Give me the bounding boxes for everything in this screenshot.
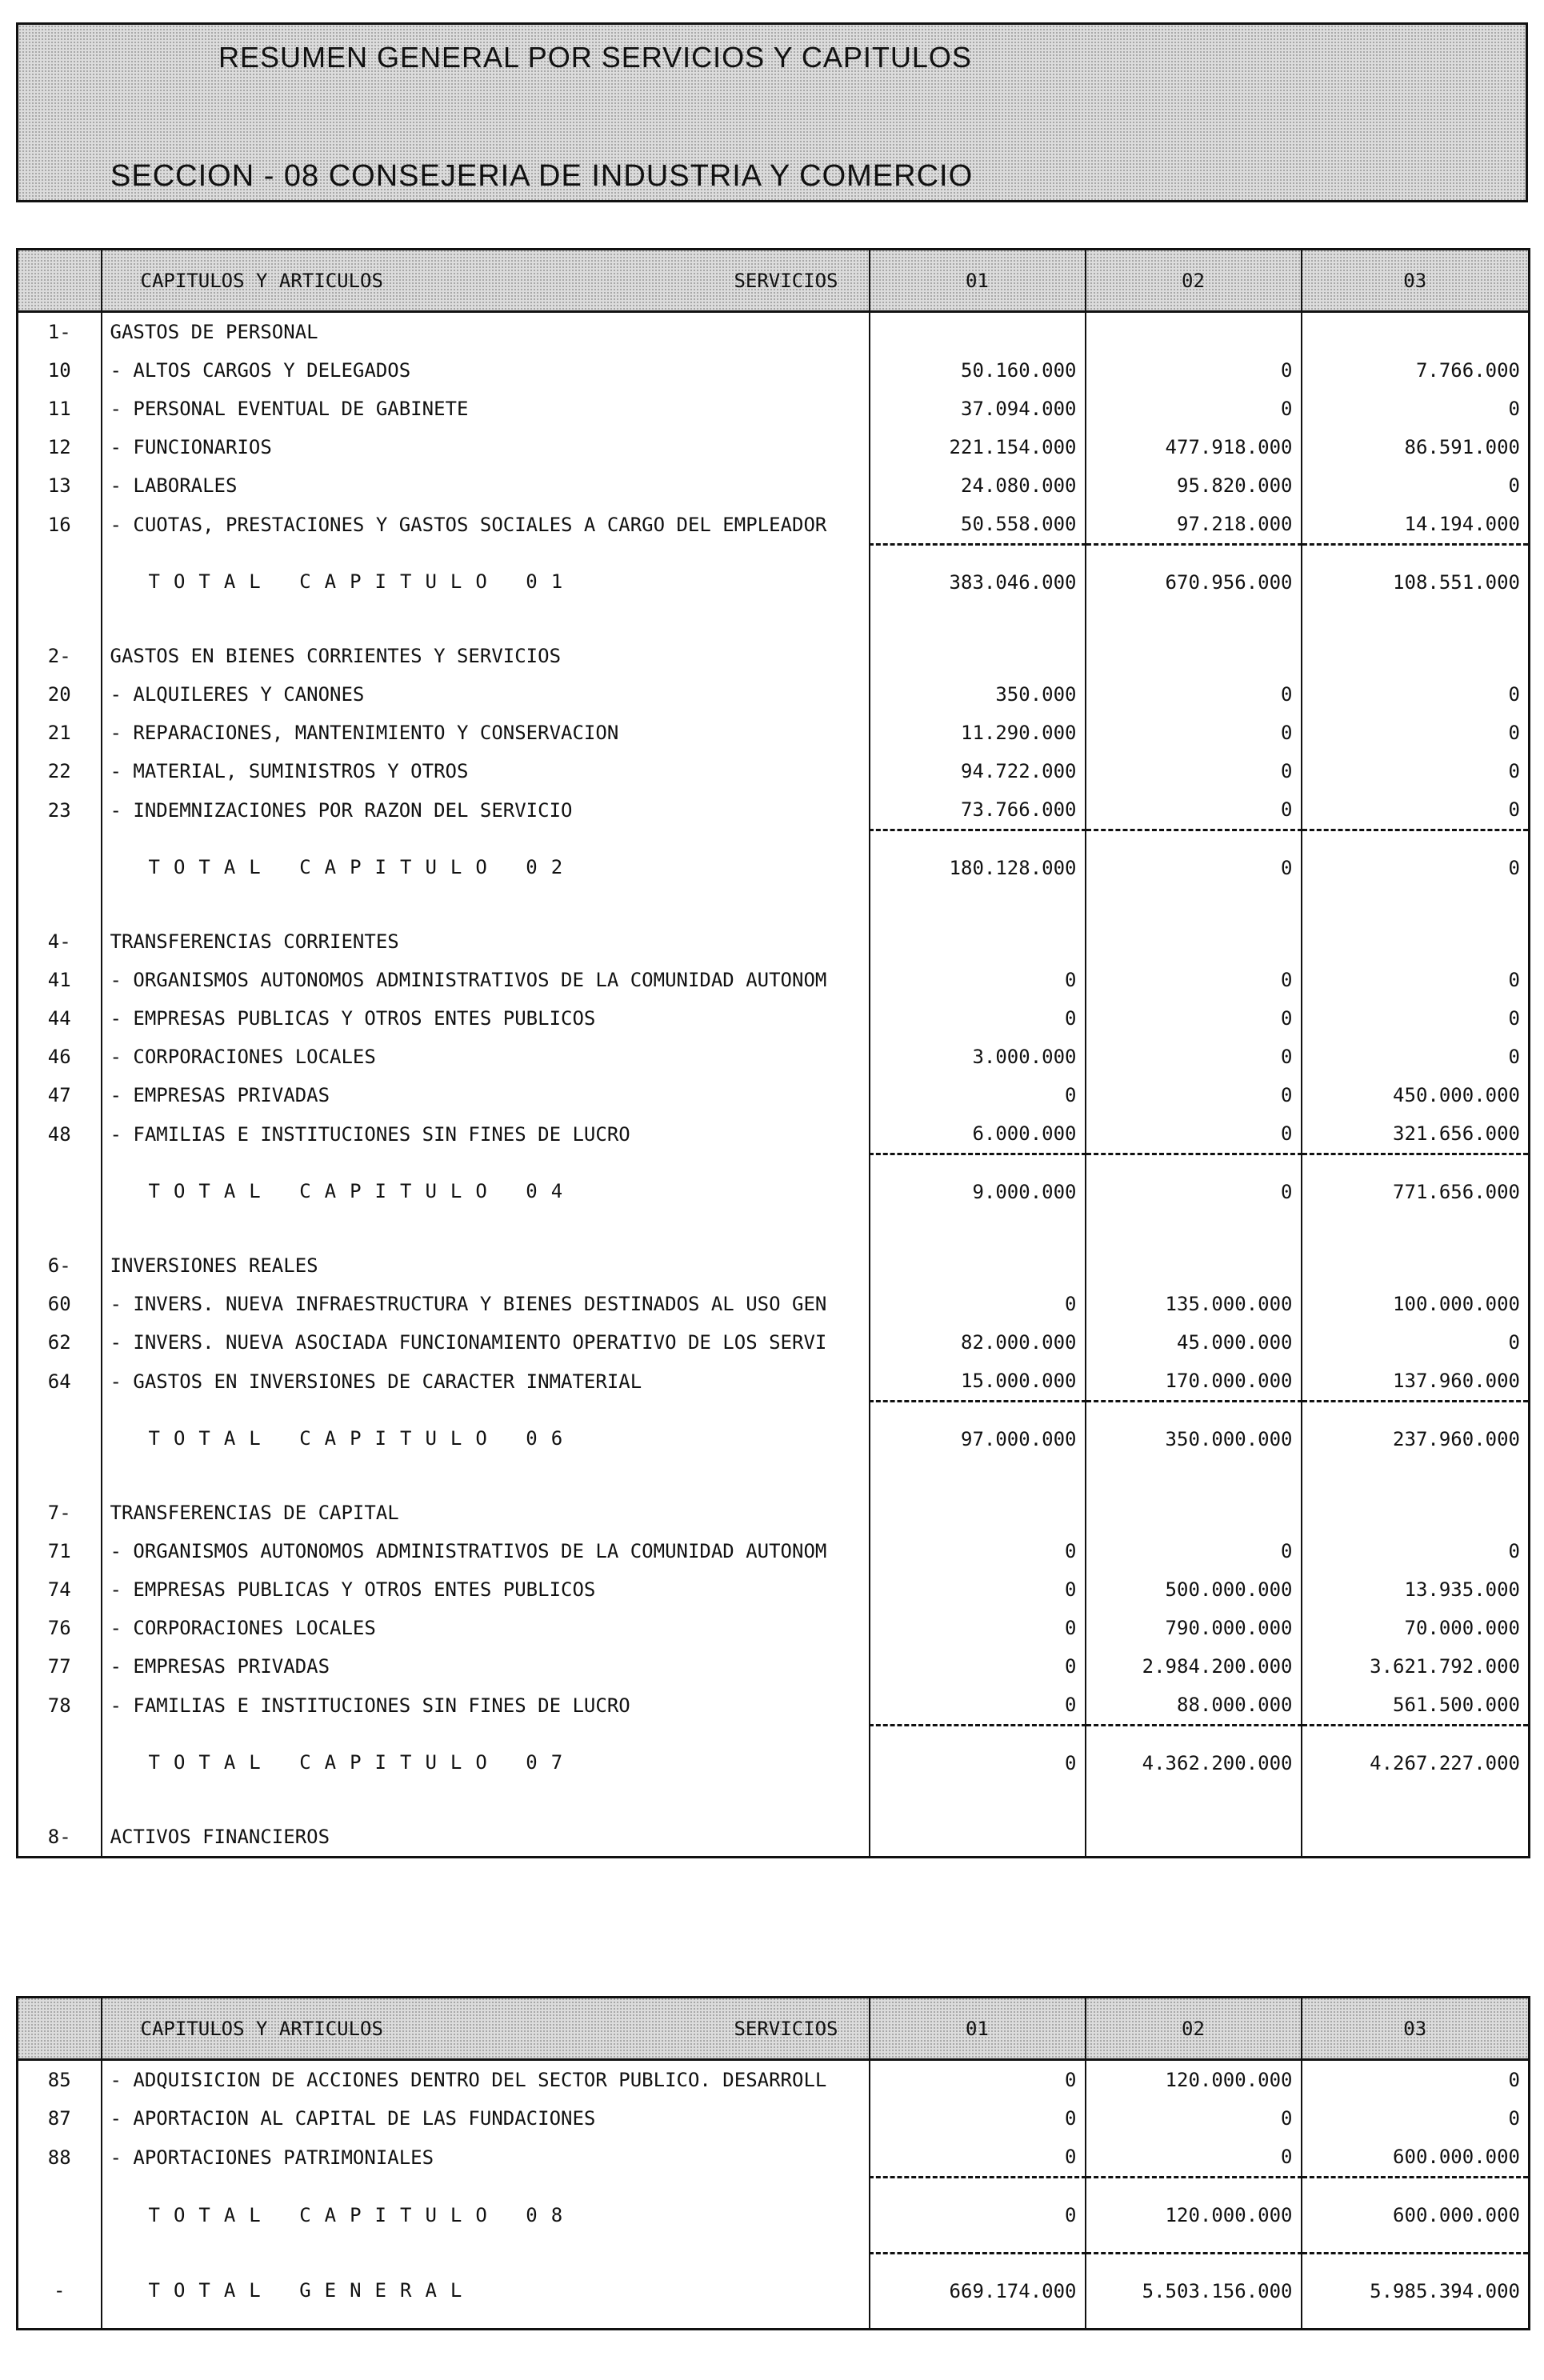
row-value-03: 450.000.000 bbox=[1393, 1084, 1520, 1106]
row-value-03: 0 bbox=[1508, 1540, 1520, 1562]
row-description: - CUOTAS, PRESTACIONES Y GASTOS SOCIALES A CARGO DEL EMPLEADOR bbox=[102, 505, 870, 545]
row-value-02: 0 bbox=[1086, 999, 1302, 1038]
table-row bbox=[18, 1494, 1530, 1532]
row-code bbox=[18, 1154, 102, 1230]
table-row bbox=[18, 466, 1530, 505]
row-description: - INVERS. NUEVA ASOCIADA FUNCIONAMIENTO OPERATIVO DE LOS SERVI bbox=[102, 1323, 870, 1362]
table-row bbox=[18, 1570, 1530, 1609]
row-value-02: 95.820.000 bbox=[1086, 466, 1302, 505]
table-row bbox=[18, 1038, 1530, 1076]
row-value-03 bbox=[1302, 1494, 1530, 1532]
row-code bbox=[18, 2178, 102, 2254]
row-value-02: 0 bbox=[1086, 1154, 1302, 1230]
row-value-02: 0 bbox=[1086, 1114, 1302, 1154]
header-capitulos: CAPITULOS Y ARTICULOS bbox=[140, 270, 383, 292]
row-value-01: 0 bbox=[870, 2099, 1086, 2138]
row-value-02: 88.000.000 bbox=[1086, 1686, 1302, 1726]
spacer-row bbox=[18, 1476, 1530, 1494]
row-code bbox=[18, 830, 102, 906]
row-value-02: 0 bbox=[1086, 2099, 1302, 2138]
row-code bbox=[18, 1402, 102, 1477]
row-value-01: 9.000.000 bbox=[870, 1154, 1086, 1230]
row-value-02: 790.000.000 bbox=[1086, 1609, 1302, 1647]
row-code: 85 bbox=[18, 2060, 102, 2100]
row-value-02: 0 bbox=[1086, 830, 1302, 906]
row-code: 20 bbox=[18, 675, 102, 714]
row-code: 23 bbox=[18, 790, 102, 830]
row-description: - APORTACION AL CAPITAL DE LAS FUNDACIONES bbox=[102, 2099, 870, 2138]
row-value-03: 600.000.000 bbox=[1393, 2146, 1520, 2168]
row-description: TOTAL CAPITULO 04 bbox=[102, 1154, 870, 1230]
row-description: TOTAL CAPITULO 07 bbox=[102, 1726, 870, 1801]
row-description: GASTOS EN BIENES CORRIENTES Y SERVICIOS bbox=[102, 637, 870, 675]
row-value-03: 0 bbox=[1508, 1046, 1520, 1068]
row-description: - ORGANISMOS AUTONOMOS ADMINISTRATIVOS DE LA COMUNIDAD AUTONOM bbox=[102, 961, 870, 999]
row-code bbox=[18, 1726, 102, 1801]
row-description: TOTAL GENERAL bbox=[102, 2254, 870, 2330]
row-code: 47 bbox=[18, 1076, 102, 1114]
row-description: - GASTOS EN INVERSIONES DE CARACTER INMATERIAL bbox=[102, 1362, 870, 1402]
row-value-02: 170.000.000 bbox=[1086, 1362, 1302, 1402]
spacer-row bbox=[18, 905, 1530, 922]
row-value-02 bbox=[1086, 1246, 1302, 1285]
table-row bbox=[18, 2060, 1530, 2100]
row-value-03: 3.621.792.000 bbox=[1370, 1655, 1520, 1678]
row-value-02 bbox=[1086, 312, 1302, 352]
row-code: 88 bbox=[18, 2138, 102, 2178]
row-value-03 bbox=[1302, 1246, 1530, 1285]
table-header-row bbox=[18, 1998, 1530, 2060]
row-value-01: 0 bbox=[870, 999, 1086, 1038]
row-value-02: 0 bbox=[1086, 390, 1302, 428]
row-value-01: 97.000.000 bbox=[870, 1402, 1086, 1477]
table-row bbox=[18, 637, 1530, 675]
row-value-03: 771.656.000 bbox=[1302, 1154, 1530, 1230]
table-row bbox=[18, 1323, 1530, 1362]
row-description: ACTIVOS FINANCIEROS bbox=[102, 1818, 870, 1858]
header-col-01: 01 bbox=[870, 1998, 1086, 2060]
row-description: - CORPORACIONES LOCALES bbox=[102, 1609, 870, 1647]
row-value-03: 0 bbox=[1508, 2069, 1520, 2091]
row-description: TOTAL CAPITULO 02 bbox=[102, 830, 870, 906]
row-value-02: 97.218.000 bbox=[1086, 505, 1302, 545]
row-value-02: 135.000.000 bbox=[1086, 1285, 1302, 1323]
header-label-cell bbox=[102, 1998, 870, 2060]
row-value-01: 0 bbox=[870, 961, 1086, 999]
row-code: 41 bbox=[18, 961, 102, 999]
table-row bbox=[18, 752, 1530, 790]
row-value-02: 500.000.000 bbox=[1086, 1570, 1302, 1609]
row-value-01: 50.160.000 bbox=[870, 351, 1086, 390]
row-value-01: 180.128.000 bbox=[870, 830, 1086, 906]
row-value-01 bbox=[870, 637, 1086, 675]
row-code: 13 bbox=[18, 466, 102, 505]
row-value-02: 0 bbox=[1086, 1038, 1302, 1076]
row-value-02: 120.000.000 bbox=[1086, 2060, 1302, 2100]
row-code: 76 bbox=[18, 1609, 102, 1647]
row-value-02: 477.918.000 bbox=[1086, 428, 1302, 466]
table-row bbox=[18, 675, 1530, 714]
table-row bbox=[18, 1609, 1530, 1647]
row-value-03: 86.591.000 bbox=[1404, 436, 1520, 458]
total-row bbox=[18, 1726, 1530, 1801]
table-row bbox=[18, 351, 1530, 390]
table-row bbox=[18, 922, 1530, 961]
row-description: - INVERS. NUEVA INFRAESTRUCTURA Y BIENES DESTINADOS AL USO GEN bbox=[102, 1285, 870, 1323]
row-value-03 bbox=[1302, 922, 1530, 961]
row-code: 44 bbox=[18, 999, 102, 1038]
row-value-01: 6.000.000 bbox=[870, 1114, 1086, 1154]
row-description: TRANSFERENCIAS DE CAPITAL bbox=[102, 1494, 870, 1532]
row-code: 21 bbox=[18, 714, 102, 752]
row-value-01: 73.766.000 bbox=[870, 790, 1086, 830]
row-value-03: 0 bbox=[1508, 969, 1520, 991]
row-code: 10 bbox=[18, 351, 102, 390]
spacer-row bbox=[18, 1800, 1530, 1818]
row-value-03: 321.656.000 bbox=[1393, 1122, 1520, 1145]
row-value-01: 0 bbox=[870, 1609, 1086, 1647]
row-value-03: 70.000.000 bbox=[1404, 1617, 1520, 1639]
row-description: - CORPORACIONES LOCALES bbox=[102, 1038, 870, 1076]
row-value-03: 13.935.000 bbox=[1404, 1578, 1520, 1601]
row-value-03: 0 bbox=[1508, 798, 1520, 821]
row-description: TOTAL CAPITULO 01 bbox=[102, 545, 870, 620]
row-description: - REPARACIONES, MANTENIMIENTO Y CONSERVACION bbox=[102, 714, 870, 752]
row-description: - ADQUISICION DE ACCIONES DENTRO DEL SECTOR PUBLICO. DESARROLL bbox=[102, 2060, 870, 2100]
section-title: SECCION - 08 CONSEJERIA DE INDUSTRIA Y COMERCIO bbox=[110, 159, 974, 193]
header-capitulos: CAPITULOS Y ARTICULOS bbox=[140, 2018, 383, 2040]
table-row bbox=[18, 1686, 1530, 1726]
row-code: 77 bbox=[18, 1647, 102, 1686]
row-value-01: 50.558.000 bbox=[870, 505, 1086, 545]
row-value-01: 0 bbox=[870, 2178, 1086, 2254]
row-value-02: 0 bbox=[1086, 351, 1302, 390]
row-value-01: 0 bbox=[870, 1532, 1086, 1570]
row-code: 7- bbox=[18, 1494, 102, 1532]
total-row bbox=[18, 2178, 1530, 2254]
row-value-01: 221.154.000 bbox=[870, 428, 1086, 466]
header-servicios: SERVICIOS bbox=[734, 2018, 838, 2040]
table-row bbox=[18, 505, 1530, 545]
row-value-03: 100.000.000 bbox=[1393, 1293, 1520, 1315]
row-description: INVERSIONES REALES bbox=[102, 1246, 870, 1285]
row-value-02 bbox=[1086, 637, 1302, 675]
row-code: 6- bbox=[18, 1246, 102, 1285]
table-header-row bbox=[18, 250, 1530, 312]
row-code: 2- bbox=[18, 637, 102, 675]
row-value-03: 0 bbox=[1508, 2107, 1520, 2130]
row-code: 64 bbox=[18, 1362, 102, 1402]
row-value-02: 120.000.000 bbox=[1086, 2178, 1302, 2254]
title-box bbox=[16, 22, 1528, 202]
row-value-02: 0 bbox=[1086, 752, 1302, 790]
table-row bbox=[18, 390, 1530, 428]
row-value-03: 14.194.000 bbox=[1404, 513, 1520, 535]
row-code: 78 bbox=[18, 1686, 102, 1726]
row-value-03: 237.960.000 bbox=[1302, 1402, 1530, 1477]
row-code: 4- bbox=[18, 922, 102, 961]
table-row bbox=[18, 1114, 1530, 1154]
row-value-02: 0 bbox=[1086, 790, 1302, 830]
row-description: TRANSFERENCIAS CORRIENTES bbox=[102, 922, 870, 961]
row-value-03: 5.985.394.000 bbox=[1302, 2254, 1530, 2330]
row-description: - EMPRESAS PRIVADAS bbox=[102, 1076, 870, 1114]
header-col-03: 03 bbox=[1302, 250, 1530, 312]
row-value-01: 24.080.000 bbox=[870, 466, 1086, 505]
row-code: 12 bbox=[18, 428, 102, 466]
table-row bbox=[18, 790, 1530, 830]
row-value-01: 3.000.000 bbox=[870, 1038, 1086, 1076]
row-value-03: 561.500.000 bbox=[1393, 1694, 1520, 1716]
row-description: - FAMILIAS E INSTITUCIONES SIN FINES DE LUCRO bbox=[102, 1114, 870, 1154]
row-value-03: 4.267.227.000 bbox=[1302, 1726, 1530, 1801]
row-value-03: 0 bbox=[1508, 474, 1520, 497]
row-code: 62 bbox=[18, 1323, 102, 1362]
row-value-01: 0 bbox=[870, 1726, 1086, 1801]
table-row bbox=[18, 428, 1530, 466]
total-row bbox=[18, 1402, 1530, 1477]
row-value-02: 0 bbox=[1086, 2138, 1302, 2178]
row-value-01: 37.094.000 bbox=[870, 390, 1086, 428]
row-value-01: 0 bbox=[870, 1647, 1086, 1686]
row-value-01 bbox=[870, 1818, 1086, 1858]
row-value-01: 350.000 bbox=[870, 675, 1086, 714]
header-code-cell bbox=[18, 250, 102, 312]
row-description: - EMPRESAS PUBLICAS Y OTROS ENTES PUBLICOS bbox=[102, 999, 870, 1038]
row-value-01: 82.000.000 bbox=[870, 1323, 1086, 1362]
row-value-01 bbox=[870, 922, 1086, 961]
row-value-03: 0 bbox=[1508, 683, 1520, 706]
row-description: - APORTACIONES PATRIMONIALES bbox=[102, 2138, 870, 2178]
table-row bbox=[18, 1362, 1530, 1402]
row-value-01: 0 bbox=[870, 2138, 1086, 2178]
row-description: - FAMILIAS E INSTITUCIONES SIN FINES DE LUCRO bbox=[102, 1686, 870, 1726]
row-value-03 bbox=[1302, 1818, 1530, 1858]
budget-table bbox=[16, 248, 1530, 1858]
table-body bbox=[18, 2060, 1530, 2330]
table-row bbox=[18, 1647, 1530, 1686]
spacer-row bbox=[18, 1229, 1530, 1246]
table-row bbox=[18, 1076, 1530, 1114]
spacer-row bbox=[18, 619, 1530, 637]
row-value-03: 600.000.000 bbox=[1302, 2178, 1530, 2254]
row-value-02 bbox=[1086, 1818, 1302, 1858]
table-row bbox=[18, 1532, 1530, 1570]
row-code: 48 bbox=[18, 1114, 102, 1154]
header-label-cell bbox=[102, 250, 870, 312]
row-description: - LABORALES bbox=[102, 466, 870, 505]
table-row bbox=[18, 714, 1530, 752]
row-value-02: 5.503.156.000 bbox=[1086, 2254, 1302, 2330]
report-title: RESUMEN GENERAL POR SERVICIOS Y CAPITULOS bbox=[218, 41, 972, 74]
row-code: 8- bbox=[18, 1818, 102, 1858]
row-description: - EMPRESAS PUBLICAS Y OTROS ENTES PUBLICOS bbox=[102, 1570, 870, 1609]
row-code: - bbox=[18, 2254, 102, 2330]
row-value-01: 0 bbox=[870, 2060, 1086, 2100]
row-value-02 bbox=[1086, 922, 1302, 961]
row-value-02: 0 bbox=[1086, 1076, 1302, 1114]
row-value-01: 383.046.000 bbox=[870, 545, 1086, 620]
row-value-02: 350.000.000 bbox=[1086, 1402, 1302, 1477]
row-value-03: 108.551.000 bbox=[1302, 545, 1530, 620]
row-description: GASTOS DE PERSONAL bbox=[102, 312, 870, 352]
table-row bbox=[18, 999, 1530, 1038]
row-value-01: 11.290.000 bbox=[870, 714, 1086, 752]
row-value-02: 4.362.200.000 bbox=[1086, 1726, 1302, 1801]
table-row bbox=[18, 1285, 1530, 1323]
row-value-02: 0 bbox=[1086, 1532, 1302, 1570]
header-servicios: SERVICIOS bbox=[734, 270, 838, 292]
row-description: - PERSONAL EVENTUAL DE GABINETE bbox=[102, 390, 870, 428]
total-row bbox=[18, 830, 1530, 906]
row-value-03: 0 bbox=[1508, 1007, 1520, 1030]
row-value-02: 670.956.000 bbox=[1086, 545, 1302, 620]
row-value-03: 0 bbox=[1302, 830, 1530, 906]
header-col-02: 02 bbox=[1086, 1998, 1302, 2060]
row-value-03: 7.766.000 bbox=[1415, 359, 1520, 382]
row-description: TOTAL CAPITULO 08 bbox=[102, 2178, 870, 2254]
header-col-03: 03 bbox=[1302, 1998, 1530, 2060]
row-value-03: 0 bbox=[1508, 722, 1520, 744]
header-col-01: 01 bbox=[870, 250, 1086, 312]
row-value-03: 0 bbox=[1508, 1331, 1520, 1354]
row-code: 16 bbox=[18, 505, 102, 545]
table-row bbox=[18, 1818, 1530, 1858]
row-value-03: 137.960.000 bbox=[1393, 1370, 1520, 1392]
row-value-02 bbox=[1086, 1494, 1302, 1532]
row-code bbox=[18, 545, 102, 620]
row-description: - ALTOS CARGOS Y DELEGADOS bbox=[102, 351, 870, 390]
row-value-03 bbox=[1302, 637, 1530, 675]
row-value-01: 15.000.000 bbox=[870, 1362, 1086, 1402]
row-code: 74 bbox=[18, 1570, 102, 1609]
row-value-01 bbox=[870, 1246, 1086, 1285]
table-row bbox=[18, 2138, 1530, 2178]
row-value-01: 669.174.000 bbox=[870, 2254, 1086, 2330]
row-value-01: 0 bbox=[870, 1686, 1086, 1726]
row-value-02: 2.984.200.000 bbox=[1086, 1647, 1302, 1686]
row-code: 1- bbox=[18, 312, 102, 352]
header-code-cell bbox=[18, 1998, 102, 2060]
row-description: - MATERIAL, SUMINISTROS Y OTROS bbox=[102, 752, 870, 790]
row-value-03: 0 bbox=[1508, 398, 1520, 420]
row-code: 46 bbox=[18, 1038, 102, 1076]
row-description: TOTAL CAPITULO 06 bbox=[102, 1402, 870, 1477]
total-row bbox=[18, 545, 1530, 620]
row-description: - EMPRESAS PRIVADAS bbox=[102, 1647, 870, 1686]
row-code: 60 bbox=[18, 1285, 102, 1323]
table-body bbox=[18, 312, 1530, 1858]
row-code: 71 bbox=[18, 1532, 102, 1570]
row-description: - ALQUILERES Y CANONES bbox=[102, 675, 870, 714]
row-description: - ORGANISMOS AUTONOMOS ADMINISTRATIVOS DE LA COMUNIDAD AUTONOM bbox=[102, 1532, 870, 1570]
row-value-01: 94.722.000 bbox=[870, 752, 1086, 790]
row-value-03: 0 bbox=[1508, 760, 1520, 782]
row-value-02: 0 bbox=[1086, 675, 1302, 714]
table-row bbox=[18, 2099, 1530, 2138]
row-value-03 bbox=[1302, 312, 1530, 352]
row-value-01 bbox=[870, 1494, 1086, 1532]
header-col-02: 02 bbox=[1086, 250, 1302, 312]
row-value-01: 0 bbox=[870, 1285, 1086, 1323]
row-description: - FUNCIONARIOS bbox=[102, 428, 870, 466]
row-value-01 bbox=[870, 312, 1086, 352]
budget-table-continued bbox=[16, 1996, 1530, 2330]
total-row bbox=[18, 2254, 1530, 2330]
table-row bbox=[18, 961, 1530, 999]
total-row bbox=[18, 1154, 1530, 1230]
row-value-01: 0 bbox=[870, 1570, 1086, 1609]
row-value-01: 0 bbox=[870, 1076, 1086, 1114]
row-code: 11 bbox=[18, 390, 102, 428]
row-value-02: 45.000.000 bbox=[1086, 1323, 1302, 1362]
row-value-02: 0 bbox=[1086, 961, 1302, 999]
row-code: 22 bbox=[18, 752, 102, 790]
row-value-02: 0 bbox=[1086, 714, 1302, 752]
row-code: 87 bbox=[18, 2099, 102, 2138]
row-description: - INDEMNIZACIONES POR RAZON DEL SERVICIO bbox=[102, 790, 870, 830]
table-row bbox=[18, 312, 1530, 352]
table-row bbox=[18, 1246, 1530, 1285]
